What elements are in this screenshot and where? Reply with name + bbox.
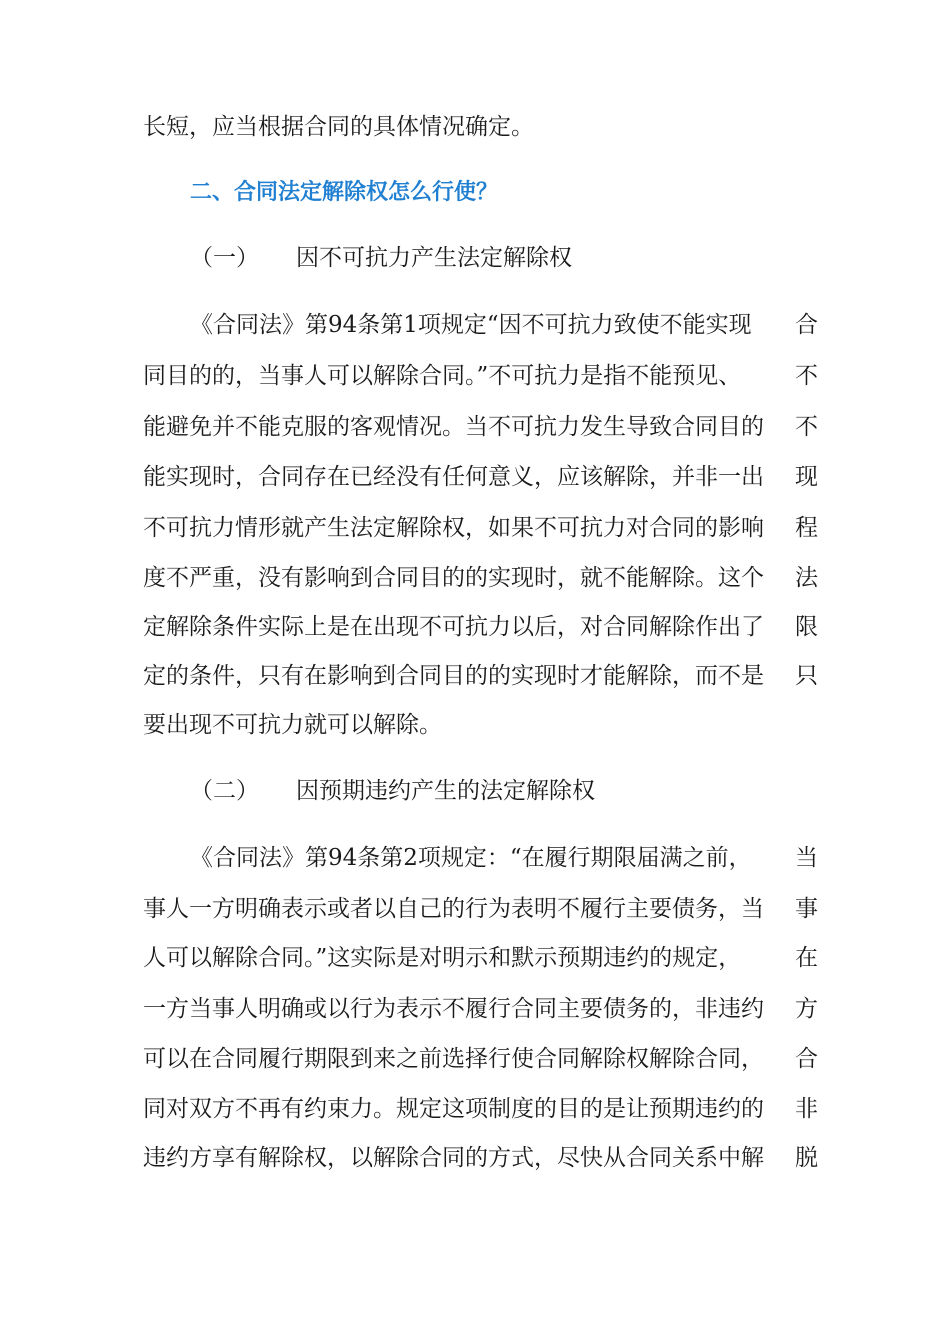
paragraph-1-line (143, 513, 818, 543)
line-end-char: 脱 (795, 1145, 818, 1171)
line-end-char: 程 (795, 515, 818, 541)
line-end-char: 事 (795, 896, 818, 922)
line-text: 违约方享有解除权，以解除合同的方式，尽快从合同关系中解 (143, 1145, 764, 1171)
paragraph-2-line (190, 843, 818, 873)
line-end-char: 合 (795, 1046, 818, 1072)
line-text: 定的条件，只有在影响到合同目的的实现时才能解除，而不是 (143, 663, 764, 689)
line-text: 可以在合同履行期限到来之前选择行使合同解除权解除合同， (143, 1046, 764, 1072)
subheading-2 (190, 776, 595, 806)
paragraph-1-line (143, 361, 818, 391)
line-text: 能避免并不能克服的客观情况。当不可抗力发生导致合同目的 (143, 414, 764, 440)
line-end-char: 非 (795, 1096, 818, 1122)
paragraph-2-line (143, 943, 818, 973)
paragraph-1-line (143, 661, 818, 691)
line-text: 一方当事人明确或以行为表示不履行合同主要债务的，非违约 (143, 996, 764, 1022)
line-end-char: 合 (795, 312, 818, 338)
subheading-1 (190, 243, 572, 273)
line-text: 定解除条件实际上是在出现不可抗力以后，对合同解除作出了 (143, 614, 764, 640)
subheading-1-number: （一） (190, 245, 259, 271)
paragraph-1-line (143, 412, 818, 442)
line-text: 同目的的，当事人可以解除合同。”不可抗力是指不能预见、 (143, 363, 742, 389)
line-text: 《合同法》第94条第1项规定“因不可抗力致使不能实现 (190, 312, 752, 338)
subheading-1-title: 因不可抗力产生法定解除权 (296, 245, 572, 271)
paragraph-1-line (190, 310, 818, 340)
paragraph-2-line (143, 1143, 818, 1173)
line-text: 同对双方不再有约束力。规定这项制度的目的是让预期违约的 (143, 1096, 764, 1122)
line-text: 能实现时，合同存在已经没有任何意义，应该解除，并非一出 (143, 464, 764, 490)
paragraph-1-line (143, 710, 818, 740)
paragraph-2-line (143, 1044, 818, 1074)
paragraph-2-line (143, 994, 818, 1024)
line-end-char: 方 (795, 996, 818, 1022)
paragraph-2-line (143, 894, 818, 924)
paragraph-1-line (143, 612, 818, 642)
line-end-char: 在 (795, 945, 818, 971)
line-end-char: 只 (795, 663, 818, 689)
intro-line: 长短，应当根据合同的具体情况确定。 (143, 114, 534, 140)
paragraph-1-line (143, 563, 818, 593)
line-text: 人可以解除合同。”这实际是对明示和默示预期违约的规定， (143, 945, 742, 971)
subheading-2-number: （二） (190, 778, 259, 804)
paragraph-1-line (143, 462, 818, 492)
line-text: 要出现不可抗力就可以解除。 (143, 712, 442, 738)
line-end-char: 不 (795, 414, 818, 440)
paragraph-2-line (143, 1094, 818, 1124)
line-end-char: 法 (795, 565, 818, 591)
line-text: 不可抗力情形就产生法定解除权，如果不可抗力对合同的影响 (143, 515, 764, 541)
section-heading: 二、合同法定解除权怎么行使？ (190, 180, 499, 205)
line-end-char: 现 (795, 464, 818, 490)
line-end-char: 当 (795, 845, 818, 871)
line-text: 事人一方明确表示或者以自己的行为表明不履行主要债务，当 (143, 896, 764, 922)
subheading-2-title: 因预期违约产生的法定解除权 (296, 778, 595, 804)
line-end-char: 限 (795, 614, 818, 640)
line-end-char: 不 (795, 363, 818, 389)
line-text: 《合同法》第94条第2项规定：“在履行期限届满之前， (190, 845, 752, 871)
line-text: 度不严重，没有影响到合同目的的实现时，就不能解除。这个 (143, 565, 764, 591)
